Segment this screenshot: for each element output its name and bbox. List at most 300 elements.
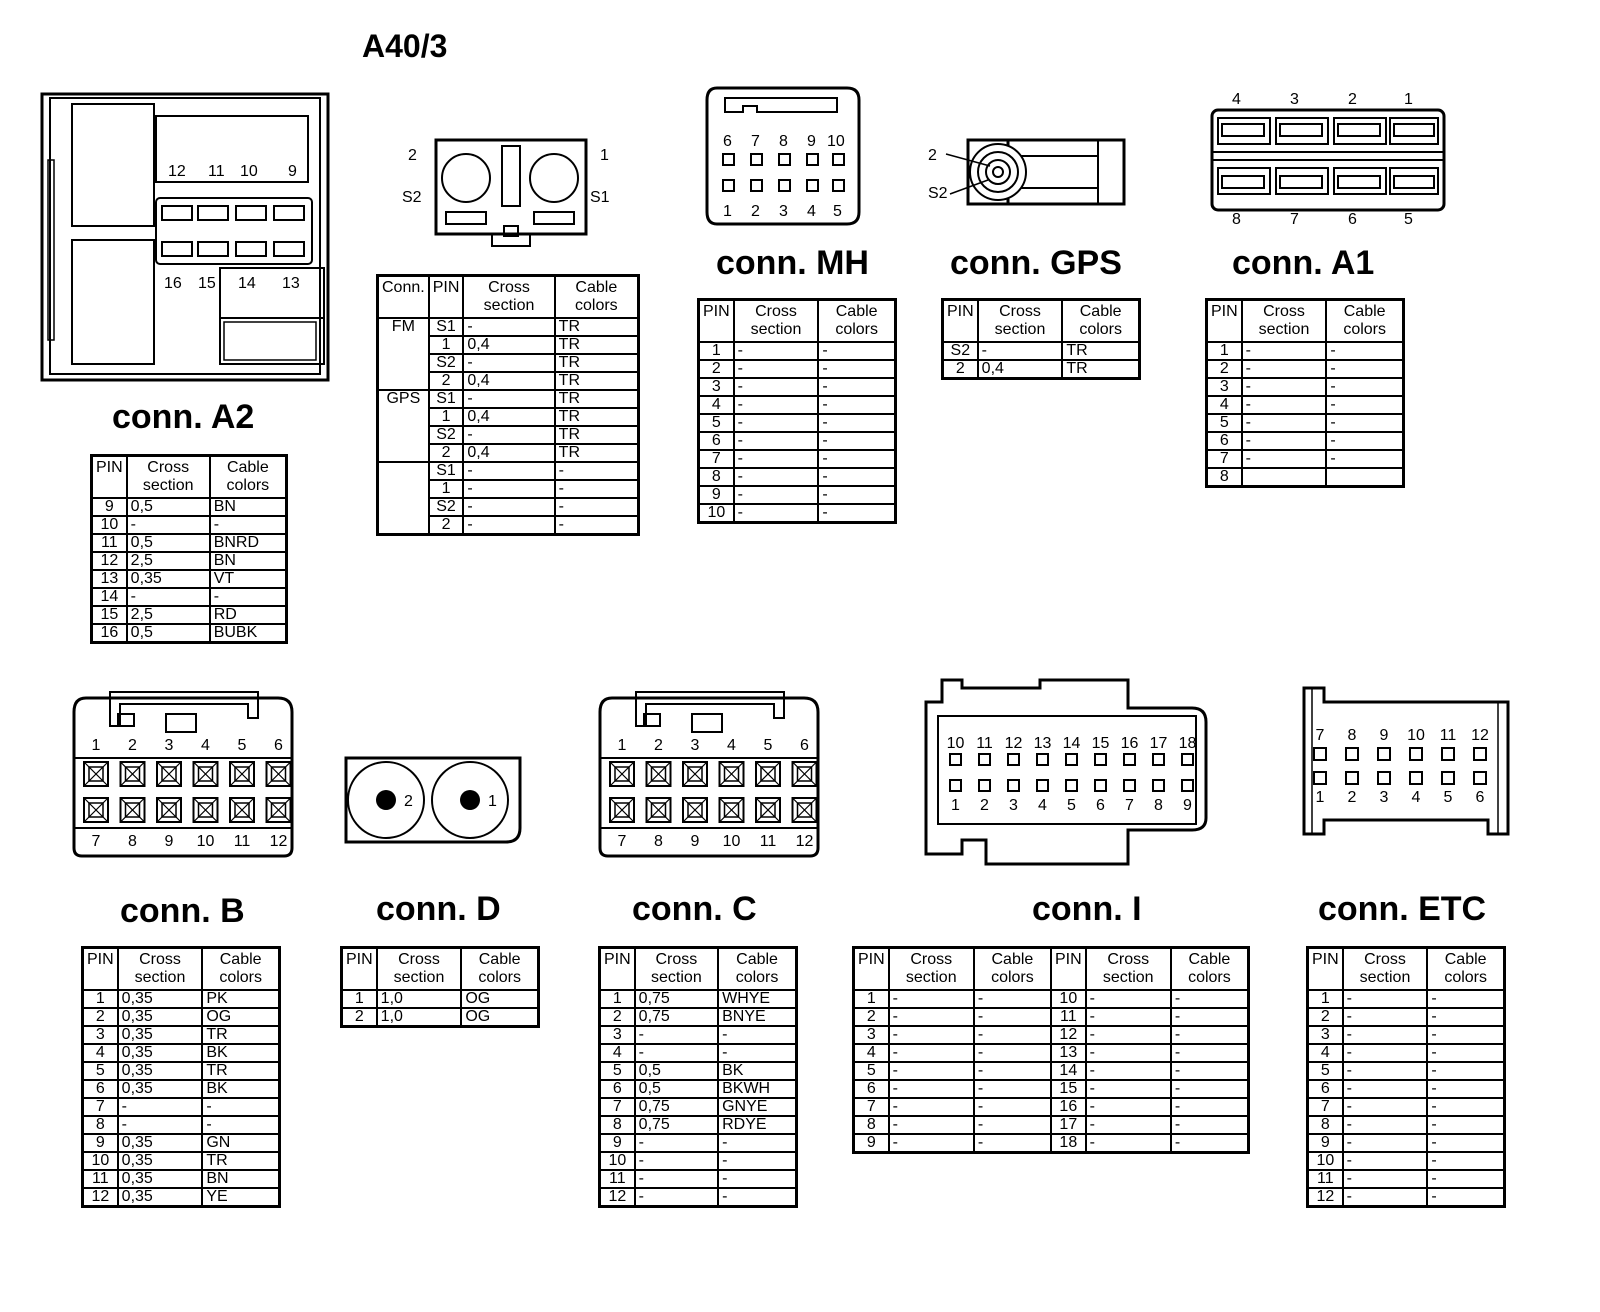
mh-pin-label: 8 (779, 133, 788, 150)
pin-cell: 7 (83, 1098, 118, 1116)
pin-cell: 5 (854, 1062, 889, 1080)
table-row (600, 1134, 797, 1152)
table-row (83, 1008, 280, 1026)
column-header: Cable colors (202, 948, 279, 991)
cable-color-cell: - (974, 990, 1051, 1008)
pin-label: 10 (722, 833, 741, 850)
a2-pin-label: 11 (208, 163, 225, 180)
table-row (600, 1080, 797, 1098)
cross-section-cell: - (1242, 396, 1327, 414)
pin-label: 7 (91, 833, 101, 850)
pin-cell: 2 (429, 372, 464, 390)
pin-cell: 13 (1051, 1044, 1086, 1062)
cable-color-cell: - (1171, 1098, 1249, 1116)
mh-pin-label: 9 (807, 133, 816, 150)
pin-cell: 2 (83, 1008, 118, 1026)
column-header: PIN (600, 948, 635, 991)
cross-section-cell: - (1086, 1062, 1171, 1080)
cross-section-cell: - (1242, 450, 1327, 468)
table-row (1207, 378, 1404, 396)
pin-cell: 1 (600, 990, 635, 1008)
cross-section-cell: 0,35 (118, 1188, 203, 1207)
cable-color-cell: TR (555, 336, 639, 354)
pin-label: 4 (1411, 789, 1421, 806)
pin-cell: 11 (83, 1170, 118, 1188)
pin-socket (1037, 780, 1048, 791)
a1-pin-label: 3 (1290, 91, 1299, 108)
table-row (600, 990, 797, 1008)
cable-color-cell: BK (202, 1080, 279, 1098)
pin-label: 4 (1038, 797, 1047, 814)
pin-socket (1378, 748, 1390, 760)
column-header: Cross section (1242, 300, 1327, 343)
cable-color-cell: TR (555, 390, 639, 408)
pin-label: 1 (951, 797, 960, 814)
cross-section-cell: - (635, 1026, 718, 1044)
pin-socket (1153, 754, 1164, 765)
pin-label: 18 (1178, 735, 1197, 752)
cross-section-cell: - (463, 354, 554, 372)
conn-mh-title: conn. MH (716, 244, 869, 282)
pin-label: 7 (1125, 797, 1134, 814)
cross-section-cell: 0,4 (463, 444, 554, 462)
pin-cell: 9 (699, 486, 734, 504)
table-row (699, 468, 896, 486)
pin-label: 13 (1033, 735, 1052, 752)
table-row (1308, 1026, 1505, 1044)
pin-cell: 2 (600, 1008, 635, 1026)
table-row (1207, 414, 1404, 432)
cross-section-cell: - (734, 468, 819, 486)
pin-cell: 6 (854, 1080, 889, 1098)
cross-section-cell: 0,5 (635, 1062, 718, 1080)
cross-section-cell: - (889, 1062, 974, 1080)
pin-cell: 3 (600, 1026, 635, 1044)
connector-b-drawing (72, 690, 304, 874)
pin-cell: 10 (600, 1152, 635, 1170)
cable-color-cell: - (1171, 1026, 1249, 1044)
cable-color-cell: - (1326, 396, 1403, 414)
cable-color-cell: - (1326, 378, 1403, 396)
cross-section-cell: - (889, 1080, 974, 1098)
pin-cell: S1 (429, 318, 464, 336)
cross-section-cell: - (889, 1116, 974, 1134)
pin-cell: 5 (1207, 414, 1242, 432)
pin-cell: 6 (83, 1080, 118, 1098)
pin-cell: 9 (92, 498, 127, 516)
table-row (600, 1062, 797, 1080)
pin-label: 12 (795, 833, 814, 850)
pin-cell: 1 (342, 990, 377, 1008)
table-row (854, 1098, 1249, 1116)
cable-color-cell: - (818, 396, 895, 414)
cable-color-cell: - (718, 1026, 796, 1044)
pin-label: 8 (1347, 727, 1357, 744)
column-header: PIN (342, 948, 377, 991)
cable-color-cell: - (1326, 450, 1403, 468)
pin-label: 2 (654, 737, 663, 754)
pin-cell: 1 (699, 342, 734, 360)
table-row (83, 1134, 280, 1152)
cable-color-cell: - (555, 498, 639, 516)
column-header: Cable colors (974, 948, 1051, 991)
pin-cell: S2 (429, 426, 464, 444)
pin-cell: 10 (1051, 990, 1086, 1008)
connector-d-drawing (344, 756, 524, 848)
pin-cell: 3 (699, 378, 734, 396)
connector-b-pin-grid (84, 762, 291, 822)
cross-section-cell: - (1086, 1044, 1171, 1062)
table-row (600, 1116, 797, 1134)
pin-socket (1182, 754, 1193, 765)
cable-color-cell: - (1427, 1170, 1504, 1188)
cross-section-cell: - (1343, 1134, 1428, 1152)
cable-color-cell: BNYE (718, 1008, 796, 1026)
table-row (1308, 1188, 1505, 1207)
table-row (342, 990, 539, 1008)
table-row (92, 552, 287, 570)
pin-label: 4 (201, 737, 210, 754)
pin-label: 2 (1347, 789, 1357, 806)
table-header-row (854, 948, 1249, 991)
pin-label: 11 (976, 735, 993, 752)
pin-cell: 9 (83, 1134, 118, 1152)
a2-pin-label: 13 (282, 275, 300, 292)
cross-section-cell: - (1242, 378, 1327, 396)
cable-color-cell: TR (202, 1152, 279, 1170)
cross-section-cell: 0,5 (127, 534, 210, 552)
cable-color-cell: - (210, 588, 287, 606)
table-row (854, 1062, 1249, 1080)
cable-color-cell: OG (461, 990, 538, 1008)
cable-color-cell: - (974, 1134, 1051, 1153)
table-row (92, 498, 287, 516)
a1-pin-label: 1 (1404, 91, 1413, 108)
table-row (83, 1170, 280, 1188)
pin-cell: 1 (429, 480, 464, 498)
pin-cell: 8 (1308, 1116, 1343, 1134)
table-row (854, 1116, 1249, 1134)
pin-label: 10 (1407, 727, 1425, 744)
connector-c-pin-grid (610, 762, 817, 822)
cross-section-cell: - (1086, 1026, 1171, 1044)
pin-label: 7 (1315, 727, 1325, 744)
a2-pin-label: 9 (288, 163, 297, 180)
cable-color-cell: - (202, 1098, 279, 1116)
cross-section-cell: 0,35 (118, 1134, 203, 1152)
connector-i-drawing (922, 678, 1214, 870)
pin-label: 12 (269, 833, 288, 850)
cross-section-cell: - (1242, 414, 1327, 432)
pin-label: 16 (1120, 735, 1139, 752)
pin-label: 9 (690, 833, 700, 850)
pin-label: 3 (690, 737, 700, 754)
cable-color-cell: BN (210, 552, 287, 570)
antenna-table (376, 274, 640, 536)
table-row (92, 534, 287, 552)
cross-section-cell: - (1086, 1116, 1171, 1134)
table-row (699, 360, 896, 378)
cable-color-cell: - (1326, 342, 1403, 360)
pin-cell: 12 (83, 1188, 118, 1207)
cross-section-cell: - (734, 504, 819, 523)
pin-socket (1474, 748, 1486, 760)
pin-cell: 6 (1207, 432, 1242, 450)
pin-socket (1037, 754, 1048, 765)
a2-pin-label: 10 (240, 163, 258, 180)
d-pin-label: 1 (488, 793, 497, 810)
cross-section-cell: 1,0 (377, 1008, 462, 1027)
cable-color-cell: - (974, 1008, 1051, 1026)
group-name-cell: GPS (378, 390, 429, 462)
cross-section-cell: 0,75 (635, 1116, 718, 1134)
a1-pin-label: 5 (1404, 211, 1413, 228)
cable-color-cell: - (974, 1026, 1051, 1044)
cross-section-cell: - (734, 432, 819, 450)
pin-cell: 9 (600, 1134, 635, 1152)
group-name-cell: FM (378, 318, 429, 390)
table-row (378, 318, 639, 336)
table-row (1207, 360, 1404, 378)
cable-color-cell: - (718, 1152, 796, 1170)
cable-color-cell: - (718, 1134, 796, 1152)
pin-cell: 2 (1308, 1008, 1343, 1026)
pin-cell: 10 (699, 504, 734, 523)
table-row (1207, 468, 1404, 487)
pin-label: 12 (1471, 727, 1489, 744)
table-row (92, 588, 287, 606)
pin-socket (1066, 754, 1077, 765)
pin-socket (979, 754, 990, 765)
mh-pin-label: 6 (723, 133, 732, 150)
pin-cell: 12 (1308, 1188, 1343, 1207)
table-row (1308, 1098, 1505, 1116)
cross-section-cell: 0,35 (118, 1080, 203, 1098)
pin-socket (1378, 772, 1390, 784)
cross-section-cell: - (1242, 360, 1327, 378)
table-row (378, 462, 639, 480)
cross-section-cell: 0,35 (118, 1008, 203, 1026)
cross-section-cell: 0,4 (978, 360, 1063, 379)
cable-color-cell: - (1427, 990, 1504, 1008)
cable-color-cell: WHYE (718, 990, 796, 1008)
cable-color-cell: RD (210, 606, 287, 624)
pin-label: 12 (1004, 735, 1023, 752)
pin-cell: 3 (1207, 378, 1242, 396)
cross-section-cell: - (127, 588, 210, 606)
cross-section-cell (1242, 468, 1327, 487)
table-row (1308, 1062, 1505, 1080)
cable-color-cell: - (818, 378, 895, 396)
table-header-row (943, 300, 1140, 343)
conn-i-title: conn. I (1032, 890, 1142, 928)
pin-label: 9 (164, 833, 174, 850)
cable-color-cell: - (974, 1116, 1051, 1134)
pin-cell: 11 (1051, 1008, 1086, 1026)
conn-a1-title: conn. A1 (1232, 244, 1375, 282)
cross-section-cell: - (889, 1044, 974, 1062)
table-row (854, 1134, 1249, 1153)
pin-cell: S2 (429, 498, 464, 516)
cable-color-cell: BN (202, 1170, 279, 1188)
cable-color-cell: - (1171, 1008, 1249, 1026)
cable-color-cell: - (718, 1044, 796, 1062)
pin-cell: 8 (600, 1116, 635, 1134)
group-name-cell (378, 462, 429, 535)
pin-socket (1410, 772, 1422, 784)
cross-section-cell: - (889, 990, 974, 1008)
cable-color-cell: TR (202, 1062, 279, 1080)
cross-section-cell: 0,35 (118, 1026, 203, 1044)
cross-section-cell: - (463, 318, 554, 336)
column-header: PIN (699, 300, 734, 343)
pin-cell: 4 (699, 396, 734, 414)
table-row (83, 1098, 280, 1116)
table-row (854, 990, 1249, 1008)
pin-socket (1346, 772, 1358, 784)
conn-gps-table (941, 298, 1141, 380)
pin-cell: 1 (83, 990, 118, 1008)
cross-section-cell: 2,5 (127, 552, 210, 570)
pin-cell: 17 (1051, 1116, 1086, 1134)
table-row (1207, 342, 1404, 360)
cross-section-cell: 0,35 (127, 570, 210, 588)
pin-cell: 7 (854, 1098, 889, 1116)
table-row (600, 1008, 797, 1026)
cable-color-cell: - (555, 480, 639, 498)
cable-color-cell: - (818, 468, 895, 486)
table-row (92, 624, 287, 643)
table-header-row (699, 300, 896, 343)
table-header-row (83, 948, 280, 991)
cross-section-cell: - (463, 426, 554, 444)
cross-section-cell: - (1343, 1116, 1428, 1134)
table-row (854, 1026, 1249, 1044)
pin-label: 11 (233, 833, 251, 850)
conn-b-title: conn. B (120, 892, 245, 930)
connector-b-pin-labels (92, 737, 288, 850)
cable-color-cell: VT (210, 570, 287, 588)
cable-color-cell: RDYE (718, 1116, 796, 1134)
cable-color-cell: - (1427, 1134, 1504, 1152)
cross-section-cell: 0,35 (118, 1170, 203, 1188)
table-row (1207, 432, 1404, 450)
column-header: Cable colors (818, 300, 895, 343)
connector-a1-drawing (1208, 88, 1458, 238)
pin-cell: 2 (429, 444, 464, 462)
cable-color-cell: - (1171, 1044, 1249, 1062)
pin-socket (1008, 780, 1019, 791)
pin-cell: 11 (92, 534, 127, 552)
pin-cell: 18 (1051, 1134, 1086, 1153)
cross-section-cell: - (1343, 1152, 1428, 1170)
cable-color-cell: - (1427, 1152, 1504, 1170)
column-header: PIN (1051, 948, 1086, 991)
table-row (699, 378, 896, 396)
cross-section-cell: - (734, 378, 819, 396)
cable-color-cell: - (1171, 990, 1249, 1008)
table-row (83, 1026, 280, 1044)
pin-label: 11 (1439, 727, 1457, 744)
a1-pin-label: 6 (1348, 211, 1357, 228)
cross-section-cell: - (463, 498, 554, 516)
cross-section-cell: - (118, 1098, 203, 1116)
gps-pin-label: S2 (928, 185, 948, 202)
pin-cell: 9 (854, 1134, 889, 1153)
cable-color-cell: TR (555, 408, 639, 426)
cable-color-cell: - (718, 1188, 796, 1207)
pin-cell: 7 (699, 450, 734, 468)
cross-section-cell: - (635, 1188, 718, 1207)
cable-color-cell: - (1427, 1008, 1504, 1026)
cross-section-cell: - (734, 360, 819, 378)
cross-section-cell: - (1343, 1062, 1428, 1080)
antenna-pin-label: 1 (600, 147, 609, 164)
table-row (600, 1098, 797, 1116)
conn-etc-table (1306, 946, 1506, 1208)
connector-i-pin-grid (950, 754, 1193, 791)
cross-section-cell: 0,75 (635, 1008, 718, 1026)
table-row (699, 486, 896, 504)
cable-color-cell: - (1427, 1116, 1504, 1134)
pin-label: 3 (164, 737, 174, 754)
table-row (1207, 450, 1404, 468)
cross-section-cell: 0,35 (118, 1044, 203, 1062)
cross-section-cell: - (1343, 1026, 1428, 1044)
cable-color-cell: TR (1062, 342, 1139, 360)
conn-a1-table (1205, 298, 1405, 488)
pin-cell: 7 (600, 1098, 635, 1116)
pin-cell: 2 (699, 360, 734, 378)
pin-cell: 4 (600, 1044, 635, 1062)
pin-cell: 6 (699, 432, 734, 450)
pin-cell: 14 (92, 588, 127, 606)
pin-cell: 6 (600, 1080, 635, 1098)
cross-section-cell: - (1343, 1008, 1428, 1026)
table-row (83, 1188, 280, 1207)
cable-color-cell: - (818, 450, 895, 468)
column-header: Cross section (1086, 948, 1171, 991)
table-row (854, 1044, 1249, 1062)
a2-pin-label: 15 (198, 275, 216, 292)
conn-i-table (852, 946, 1250, 1154)
mh-pin-label: 1 (723, 203, 732, 220)
cable-color-cell: - (1171, 1134, 1249, 1153)
cross-section-cell: 1,0 (377, 990, 462, 1008)
pin-cell: 2 (342, 1008, 377, 1027)
pin-socket (950, 780, 961, 791)
pin-socket (1442, 748, 1454, 760)
cross-section-cell: - (1086, 1008, 1171, 1026)
mh-pin-label: 10 (827, 133, 845, 150)
table-header-row (92, 456, 287, 499)
conn-c-table (598, 946, 798, 1208)
pin-cell: 2 (943, 360, 978, 379)
pin-cell: 10 (1308, 1152, 1343, 1170)
cross-section-cell: - (889, 1008, 974, 1026)
pin-cell: 13 (92, 570, 127, 588)
cross-section-cell: 0,75 (635, 1098, 718, 1116)
cable-color-cell: BK (718, 1062, 796, 1080)
conn-a2-table (90, 454, 288, 644)
cross-section-cell: 0,5 (635, 1080, 718, 1098)
cable-color-cell: GN (202, 1134, 279, 1152)
connector-mh-drawing (705, 86, 865, 228)
pin-socket (1066, 780, 1077, 791)
cable-color-cell: - (818, 432, 895, 450)
cable-color-cell: - (1171, 1080, 1249, 1098)
column-header: Cross section (889, 948, 974, 991)
